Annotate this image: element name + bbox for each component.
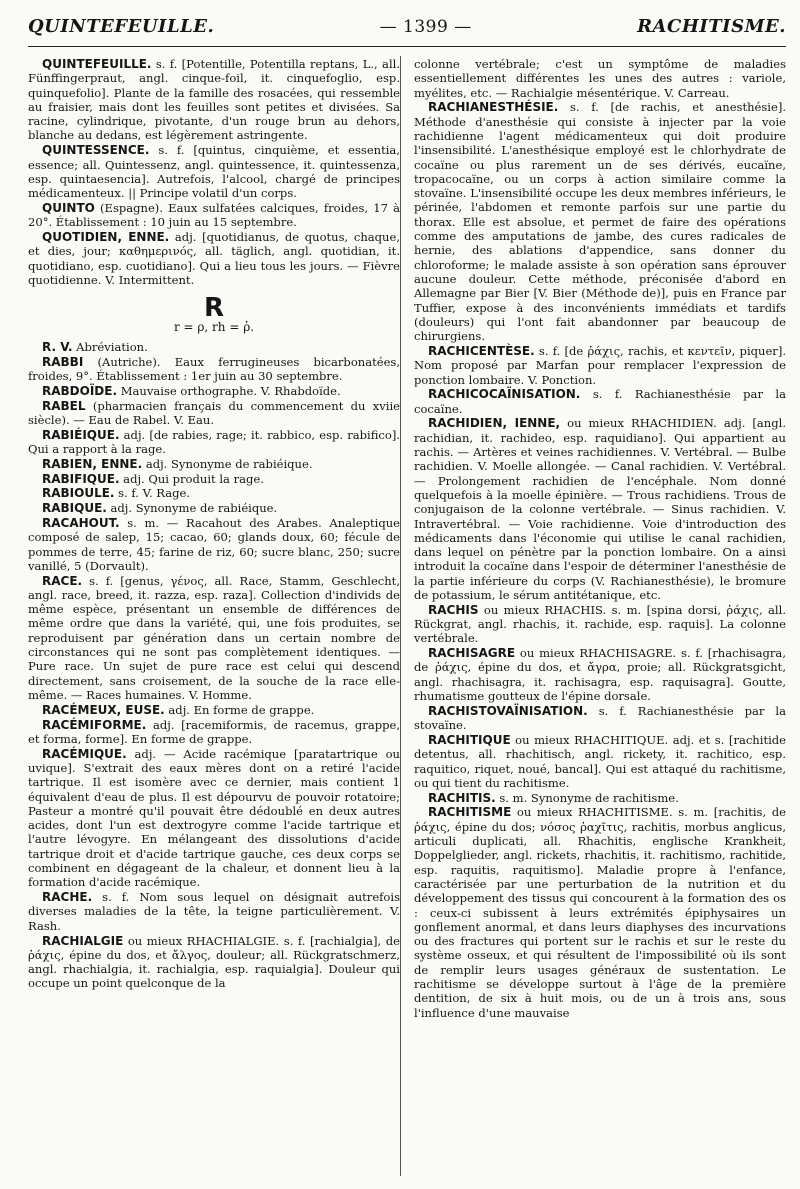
dictionary-entry xyxy=(28,230,400,287)
entry-headword: RACHICOCAÏNISATION. xyxy=(428,387,581,402)
entry-definition: adj. En forme de grappe. xyxy=(164,702,315,717)
dictionary-entry xyxy=(414,57,786,100)
dictionary-entry xyxy=(28,574,400,703)
dictionary-entry xyxy=(414,704,786,733)
dictionary-entry xyxy=(28,143,400,200)
dictionary-entry xyxy=(414,100,786,343)
dictionary-entry xyxy=(28,703,400,717)
dictionary-entry xyxy=(28,718,400,747)
entry-definition: ou mieux RHACHITISME. s. m. [rachitis, de ῥάχις, épine du dos; νόσος ῥαχῖτις, rachitis, morbus anglicus, articuli duplicati, all. Rhachitis, englische Krankheit, Doppelglieder, angl. rickets, rhachitis, it. rachitismo, rachitide, esp. raquitis, raquitismo]. Maladie propre à l'enfance, caractérisée par une perturbation de la nutrition et du développement des tissus qui concourent à la formation des os : ceux-ci subissent à leurs extrémités épiphysaires un gonflement anormal, et dans leurs diaphyses des incurvations ou des fractures qui portent sur le rachis et sur le reste du système osseux, et qui résultent de l'impossibilité où ils sont de remplir leurs usages généraux de sustentation. Le rachitisme se développe surtout à l'âge de la première dentition, de six à huit mois, ou de un à trois ans, sous l'influence d'une mauvaise xyxy=(414,805,786,1020)
entry-headword: RACHITIS. xyxy=(428,790,496,805)
entry-headword: QUINTESSENCE. xyxy=(42,143,150,158)
entry-definition: adj. [quotidianus, de quotus, chaque, et dies, jour; καθημερινός, all. täglich, angl. quotidian, it. quotidiano, esp. cuotidiano]. Qui a lieu tous les jours. — Fièvre quotidienne. V. Intermittent. xyxy=(28,230,400,287)
entry-definition: Abréviation. xyxy=(72,339,148,354)
dictionary-entry xyxy=(414,416,786,602)
dictionary-entry xyxy=(28,472,400,486)
dictionary-entry xyxy=(28,516,400,573)
entry-headword: RACHITISME xyxy=(428,805,512,820)
entry-definition: s. f. [quintus, cinquième, et essentia, essence; all. Quintessenz, angl. quintessence, it. quintessenza, esp. quintaesencia]. Autrefois, l'alcool, chargé de principes médicamenteux. || Principe volatil d'un corps. xyxy=(28,143,400,201)
entry-definition: ou mieux RHACHISAGRE. s. f. [rhachisagra, de ῥάχις, épine du dos, et ἄγρα, proie; all. Rückgratsgicht, angl. rhachisagra, it. rachisagra, esp. raquisagra]. Goutte, rhumatisme goutteux de l'épine dorsale. xyxy=(414,646,786,704)
entry-headword: RACÉMIFORME. xyxy=(42,717,147,732)
right-column xyxy=(414,57,786,1182)
dictionary-entry xyxy=(414,791,786,805)
dictionary-entry xyxy=(28,747,400,890)
entry-definition: s. m. Synonyme de rachitisme. xyxy=(495,790,679,805)
dictionary-entry xyxy=(414,387,786,416)
dictionary-entry xyxy=(414,646,786,703)
section-letter: R xyxy=(203,293,225,324)
entry-headword: RACHISTOVAÏNISATION. xyxy=(428,703,588,718)
entry-headword: RACHICENTÈSE. xyxy=(428,343,535,358)
dictionary-entry xyxy=(28,340,400,354)
entry-definition: s. f. [genus, γένος, all. Race, Stamm, Geschlecht, angl. race, breed, it. razza, esp. raza]. Collection d'individs de même espèce, présentant un ensemble de différences de même ordre que dans la variété, qui, une fois produites, se reproduisent par génération dans un certain nombre de circonstances qui ne sont pas complètement identiques. — Pure race. Un sujet de pure race est celui qui descend directement, sans croisement, de la souche de la race elle-même. — Races humaines. V. Homme. xyxy=(28,573,400,702)
entry-headword: RABIÉIQUE. xyxy=(42,427,120,442)
entry-definition: s. f. V. Rage. xyxy=(114,486,191,501)
entry-headword: RACHIS xyxy=(428,602,479,617)
entry-definition: s. f. [Potentille, Potentilla reptans, L., all. Fünffingerpraut, angl. cinque-foil, it. cinquefoglio, esp. quinquefolio]. Plante de la famille des rosacées, qui ressemble au fraisier, mais dont les feuilles sont petites et divisées. Sa racine, cylindrique, pivotante, d'un rouge brun au dehors, blanche au dedans, est légèrement astringente. xyxy=(28,57,400,143)
entry-definition: s. f. Nom sous lequel on désignait autrefois diverses maladies de la tête, la teigne particulièrement. V. Rash. xyxy=(28,890,400,933)
entry-definition: ou mieux RHACHITIQUE. adj. et s. [rachitide detentus, all. rhachitisch, angl. rickety, it. rachitico, esp. raquitico, riquet, noué, bancal]. Qui est attaqué du rachitisme, ou qui tient du rachitisme. xyxy=(414,732,786,790)
dictionary-entry xyxy=(414,733,786,790)
entry-headword: RACHIANESTHÉSIE. xyxy=(428,100,559,115)
entry-headword: RACHISAGRE xyxy=(428,646,516,661)
dictionary-entry xyxy=(28,384,400,398)
entry-headword: RABIOULE. xyxy=(42,486,115,501)
entry-definition: ou mieux RHACHIALGIE. s. f. [rachialgia], de ῥάχις, épine du dos, et ἄλγος, douleur; all. Rückgratschmerz, angl. rhachialgia, it. rachialgia, esp. raquialgia]. Douleur qui occupe un point quelconque de la xyxy=(28,933,400,991)
entry-headword: RACÉMIQUE. xyxy=(42,746,127,761)
entry-headword: QUINTO xyxy=(42,200,95,215)
entry-headword: RABDOÏDE. xyxy=(42,383,118,398)
entry-definition: s. f. [de ῥάχις, rachis, et κεντεῖν, piquer]. Nom proposé par Marfan pour remplacer l'expression de ponction lombaire. V. Ponction. xyxy=(414,343,786,387)
entry-definition: s. f. Rachianesthésie par la cocaïne. xyxy=(414,387,786,416)
dictionary-entry xyxy=(28,890,400,933)
entry-headword: RACE. xyxy=(42,573,83,588)
entry-headword: RABIQUE. xyxy=(42,501,107,516)
dictionary-entry xyxy=(414,603,786,646)
dictionary-entry xyxy=(28,486,400,500)
entry-definition: (Espagne). Eaux sulfatées calciques, froides, 17 à 20°. Établissement : 10 juin au 15 septembre. xyxy=(28,200,400,230)
entry-definition: ou mieux RHACHIS. s. m. [spina dorsi, ῥάχις, all. Rückgrat, angl. rhachis, it. rachide, esp. raquis]. La colonne vertébrale. xyxy=(414,602,786,646)
entry-headword: RABIEN, ENNE. xyxy=(42,456,143,471)
entry-headword: R. V. xyxy=(42,339,73,354)
entry-definition: (pharmacien français du commencement du xviie siècle). — Eau de Rabel. V. Eau. xyxy=(28,398,400,427)
entry-headword: RABEL xyxy=(42,398,86,413)
dictionary-entry xyxy=(28,355,400,384)
entry-headword: QUOTIDIEN, ENNE. xyxy=(42,230,170,245)
header-right-guide-word: RACHITISME. xyxy=(637,16,786,37)
page-number: — 1399 — xyxy=(379,17,472,37)
header-left-guide-word: QUINTEFEUILLE. xyxy=(28,16,215,37)
dictionary-entry xyxy=(28,934,400,991)
entry-definition: adj. Synonyme de rabiéique. xyxy=(142,456,313,471)
entry-definition: s. f. Rachianesthésie par la stovaïne. xyxy=(414,703,786,733)
entry-definition: (Autriche). Eaux ferrugineuses bicarbonatées, froides, 9°. Établissement : 1er juin au 30 septembre. xyxy=(28,354,400,383)
entry-headword: RABIFIQUE. xyxy=(42,471,120,486)
entry-headword: RACHE. xyxy=(42,890,93,905)
entry-definition: adj. Qui produit la rage. xyxy=(119,471,264,486)
left-column xyxy=(28,57,400,1182)
entry-definition: colonne vertébrale; c'est un symptôme de maladies essentiellement différentes les unes des autres : variole, myélites, etc. — Rachialgie mésentérique. V. Carreau. xyxy=(414,57,786,100)
dictionary-entry xyxy=(414,344,786,387)
entry-headword: RACHIALGIE xyxy=(42,933,124,948)
column-divider xyxy=(400,56,401,1176)
entry-headword: QUINTEFEUILLE. xyxy=(42,57,152,71)
entry-headword: RABBI xyxy=(42,354,84,369)
entry-definition: adj. — Acide racémique [paratartrique ou uvique]. S'extrait des eaux mères dont on a retiré l'acide tartrique. Il est isomère avec ce dernier, mais contient 1 équivalent d'eau de plus. Il est dépourvu de pouvoir rotatoire; Pasteur a montré qu'il pouvait être dédoublé en deux autres acides, dont l'un est dextrogyre comme l'acide tartrique et l'autre lévogyre. En mélangeant des dissolutions d'acide tartrique droit et d'acide tartrique gauche, ces deux corps se combinent en dégageant de la chaleur, et donnent lieu à la formation d'acide racémique. xyxy=(28,746,400,890)
dictionary-entry xyxy=(414,805,786,1019)
entry-headword: RACHIDIEN, IENNE, xyxy=(428,416,561,431)
entry-definition: ou mieux RHACHIDIEN. adj. [angl. rachidian, it. rachideo, esp. raquidiano]. Qui appartient au rachis. — Artères et veines rachidiennes. V. Vertébral. — Bulbe rachidien. V. Moelle allongée. — Canal rachidien. V. Vertébral. — Prolongement rachidien de l'encéphale. Nom donné quelquefois à la moelle épinière. — Trous rachidiens. Trous de conjugaison de la colonne vertébrale. — Sinus rachidien. V. Intravertébral. — Voie rachidienne. Voie d'introduction des médicaments dans l'économie qui utilise le canal rachidien, dans lequel on pénètre par la ponction lombaire. On a ainsi introduit la cocaïne dans l'espoir de déterminer l'anesthésie de la partie inférieure du corps (V. Rachianesthésie), le bromure de potassium, le sérum antitétanique, etc. xyxy=(414,416,786,602)
dictionary-entry xyxy=(28,399,400,428)
entry-definition: s. m. — Racahout des Arabes. Analeptique composé de salep, 15; cacao, 60; glands doux, 60; fécule de pommes de terre, 45; farine de riz, 60; sucre blanc, 250; sucre vanillé, 5 (Dorvault). xyxy=(28,515,400,573)
dictionary-entry xyxy=(28,428,400,457)
entry-headword: RACHITIQUE xyxy=(428,732,511,747)
dictionary-entry xyxy=(28,57,400,143)
entry-headword: RACÉMEUX, EUSE. xyxy=(42,702,165,717)
entry-definition: adj. [racemiformis, de racemus, grappe, et forma, forme]. En forme de grappe. xyxy=(28,717,400,746)
entry-headword: RACAHOUT. xyxy=(42,515,120,530)
entry-definition: Mauvaise orthographe. V. Rhabdoïde. xyxy=(117,383,341,398)
dictionary-entry xyxy=(28,201,400,230)
section-pronunciation: r = ρ, rh = ῥ. xyxy=(173,319,255,334)
entry-definition: adj. Synonyme de rabiéique. xyxy=(106,501,278,516)
entry-definition: s. f. [de rachis, et anesthésie]. Méthode d'anesthésie qui consiste à injecter par la voie rachidienne l'agent médicamenteux qui doit produire l'insensibilité. L'anesthésique employé est le chlorhydrate de cocaïne ou plus rarement un de ses dérivés, eucaïne, tropacocaïne, ou un corps à action similaire comme la stovaïne. L'insensibilité occupe les deux membres inférieurs, le périnée, l'abdomen et remonte parfois sur une partie du thorax. Elle est absolue, et permet de faire des opérations comme des amputations de jambe, des cures radicales de hernie, des ablations d'appendice, sans donner du chloroforme; le malade assiste à son opération sans éprouver aucune douleur. Cette méthode, préconisée d'abord en Allemagne par Bier [V. Bier (Méthode de)], puis en France par Tuffier, expose à des inconvénients immédiats et tardifs (douleurs) qui l'ont fait abandonner par beaucoup de chirurgiens. xyxy=(414,100,786,344)
dictionary-entry xyxy=(28,457,400,471)
dictionary-entry xyxy=(28,501,400,515)
entry-definition: adj. [de rabies, rage; it. rabbico, esp. rabifico]. Qui a rapport à la rage. xyxy=(28,427,400,456)
running-header xyxy=(28,16,786,47)
